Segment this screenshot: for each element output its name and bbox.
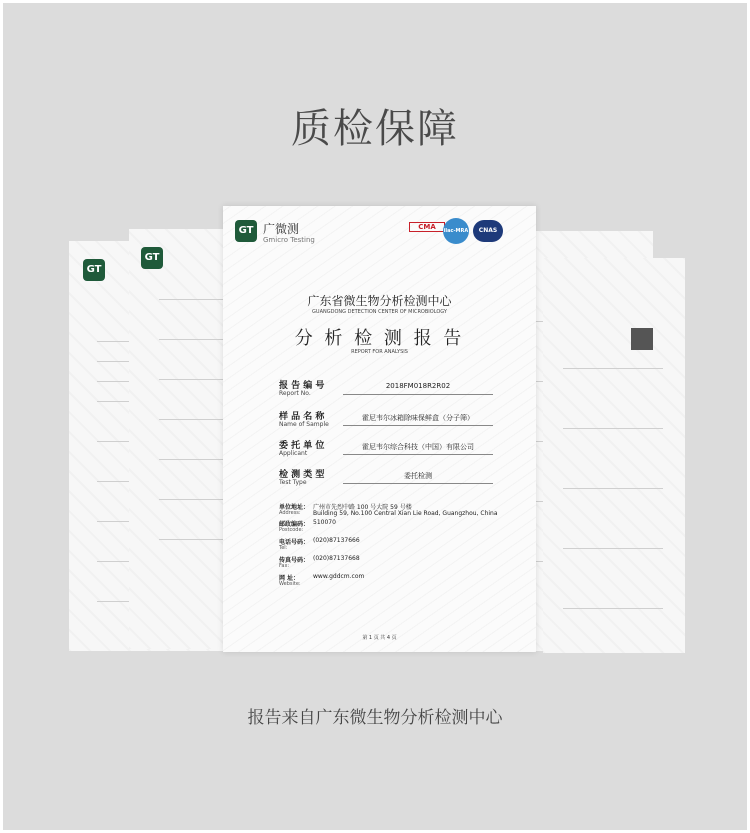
logo-icon: GT	[83, 259, 105, 281]
brand-subtitle: Gmicro Testing	[263, 236, 315, 244]
page-title: 质检保障	[291, 106, 459, 152]
logo-icon: GT	[235, 220, 257, 242]
org-name: 广东省微生物分析检测中心	[307, 294, 452, 308]
qr-code-icon	[631, 328, 653, 350]
cma-badge: CMA	[409, 222, 445, 232]
test-report-document: GT 广微测 Gmicro Testing CMA ilac-MRA CNAS 广东省微生物分析检测中心 GUANGDONG DETECTION CENTER OF MICROBIOLOGY 分 析 检 测 报 告 REPORT FOR ANALYSIS 报 告 编 号 Report No. 2018FM018R2R02 样 品 名 称 Name of Sample 霍尼韦尔冰箱除味保鲜盒（分子筛） 委 托 单 位 Applicant 霍尼韦尔综合科技（中国）有限公司 检 测 类 型 Test Type 委托检测 单位地址： Address: 广州市先烈中路 100 号大院 59 号楼 Building 59, No.100 Central Xian Lie Road, Guangzhou, China 邮政编码： Postcode: 510070 电话号码： Tel: (020)87137666 传真号码： Fax: (020)87137668 网 址： Website: www.gddcm.com 第 1 页 共 4 页	[223, 206, 536, 652]
report-title-en: REPORT FOR ANALYSIS	[351, 349, 408, 355]
caption-text: 报告来自广东微生物分析检测中心	[247, 708, 503, 728]
report-title: 分 析 检 测 报 告	[294, 328, 465, 349]
cnas-badge: CNAS	[473, 220, 503, 242]
background-panel	[3, 3, 747, 830]
brand-name: 广微测	[263, 222, 300, 236]
org-name-en: GUANGDONG DETECTION CENTER OF MICROBIOLOGY	[312, 309, 447, 315]
ilac-mra-badge: ilac-MRA	[443, 218, 469, 244]
page-number: 第 1 页 共 4 页	[362, 635, 397, 641]
back-document-4	[543, 258, 685, 653]
logo-icon: GT	[141, 247, 163, 269]
